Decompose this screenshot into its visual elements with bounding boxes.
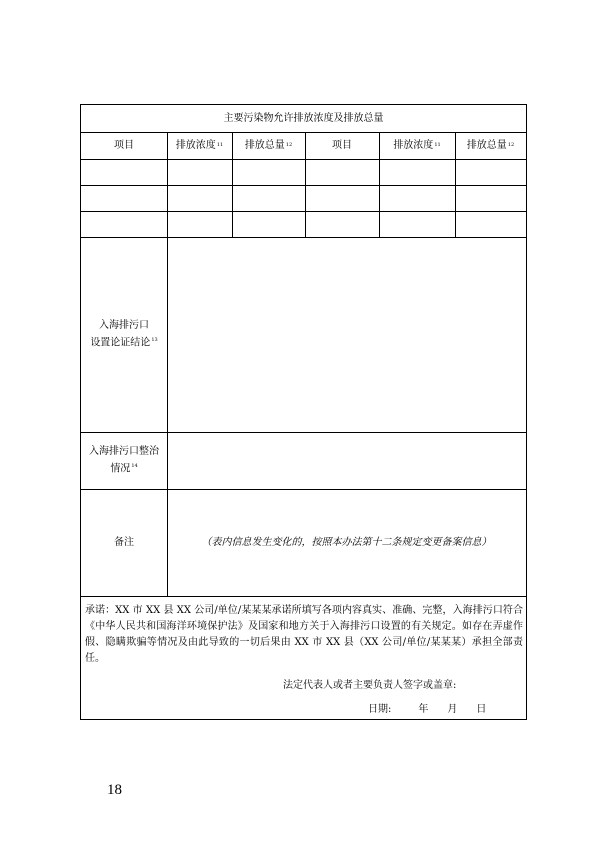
page-number: 18 xyxy=(107,782,122,798)
header-item: 项目 xyxy=(332,140,352,151)
month-label: 月 xyxy=(447,704,458,715)
conclusion-label: 入海排污口 设置论证结论$^{13}$ xyxy=(90,320,158,349)
signature-label: 法定代表人或者主要负责人签字或盖章: xyxy=(283,680,457,691)
row-divider xyxy=(81,211,526,212)
table-title: 主要污染物允许排放浓度及排放总量 xyxy=(223,113,384,124)
day-label: 日 xyxy=(476,704,487,715)
date-line xyxy=(368,700,486,715)
commitment-text: 承诺：XX 市 XX 县 XX 公司/单位/某某某承诺所填写各项内容真实、准确、完整，入海排污口符合《中华人民共和国海洋环境保护法》及国家和地方关于入海排污口设置的有关规定。如存在弄虚作假、隐瞒欺骗等情况及由此导致的一切后果由 XX 市 XX 县（XX 公司/单位/某某某）承担全部责任。 xyxy=(85,605,523,664)
row-divider xyxy=(81,596,526,597)
header-emission-concentration: 排放浓度 11 xyxy=(393,140,441,151)
row-divider xyxy=(81,159,526,160)
date-label: 日期: xyxy=(368,704,392,715)
rectification-label: 入海排污口整治 情况$^{14}$ xyxy=(89,446,159,475)
header-total-emission: 排放总量 12 xyxy=(244,140,293,151)
header-item: 项目 xyxy=(114,140,134,151)
remarks-text: （表内信息发生变化的，按照本办法第十二条规定变更备案信息） xyxy=(201,537,492,548)
header-emission-concentration: 排放浓度 11 xyxy=(175,140,224,151)
remarks-label: 备注 xyxy=(114,537,134,548)
filing-form-table xyxy=(80,104,527,720)
year-label: 年 xyxy=(418,704,429,715)
row-divider xyxy=(81,185,526,186)
header-total-emission: 排放总量 12 xyxy=(466,140,515,151)
